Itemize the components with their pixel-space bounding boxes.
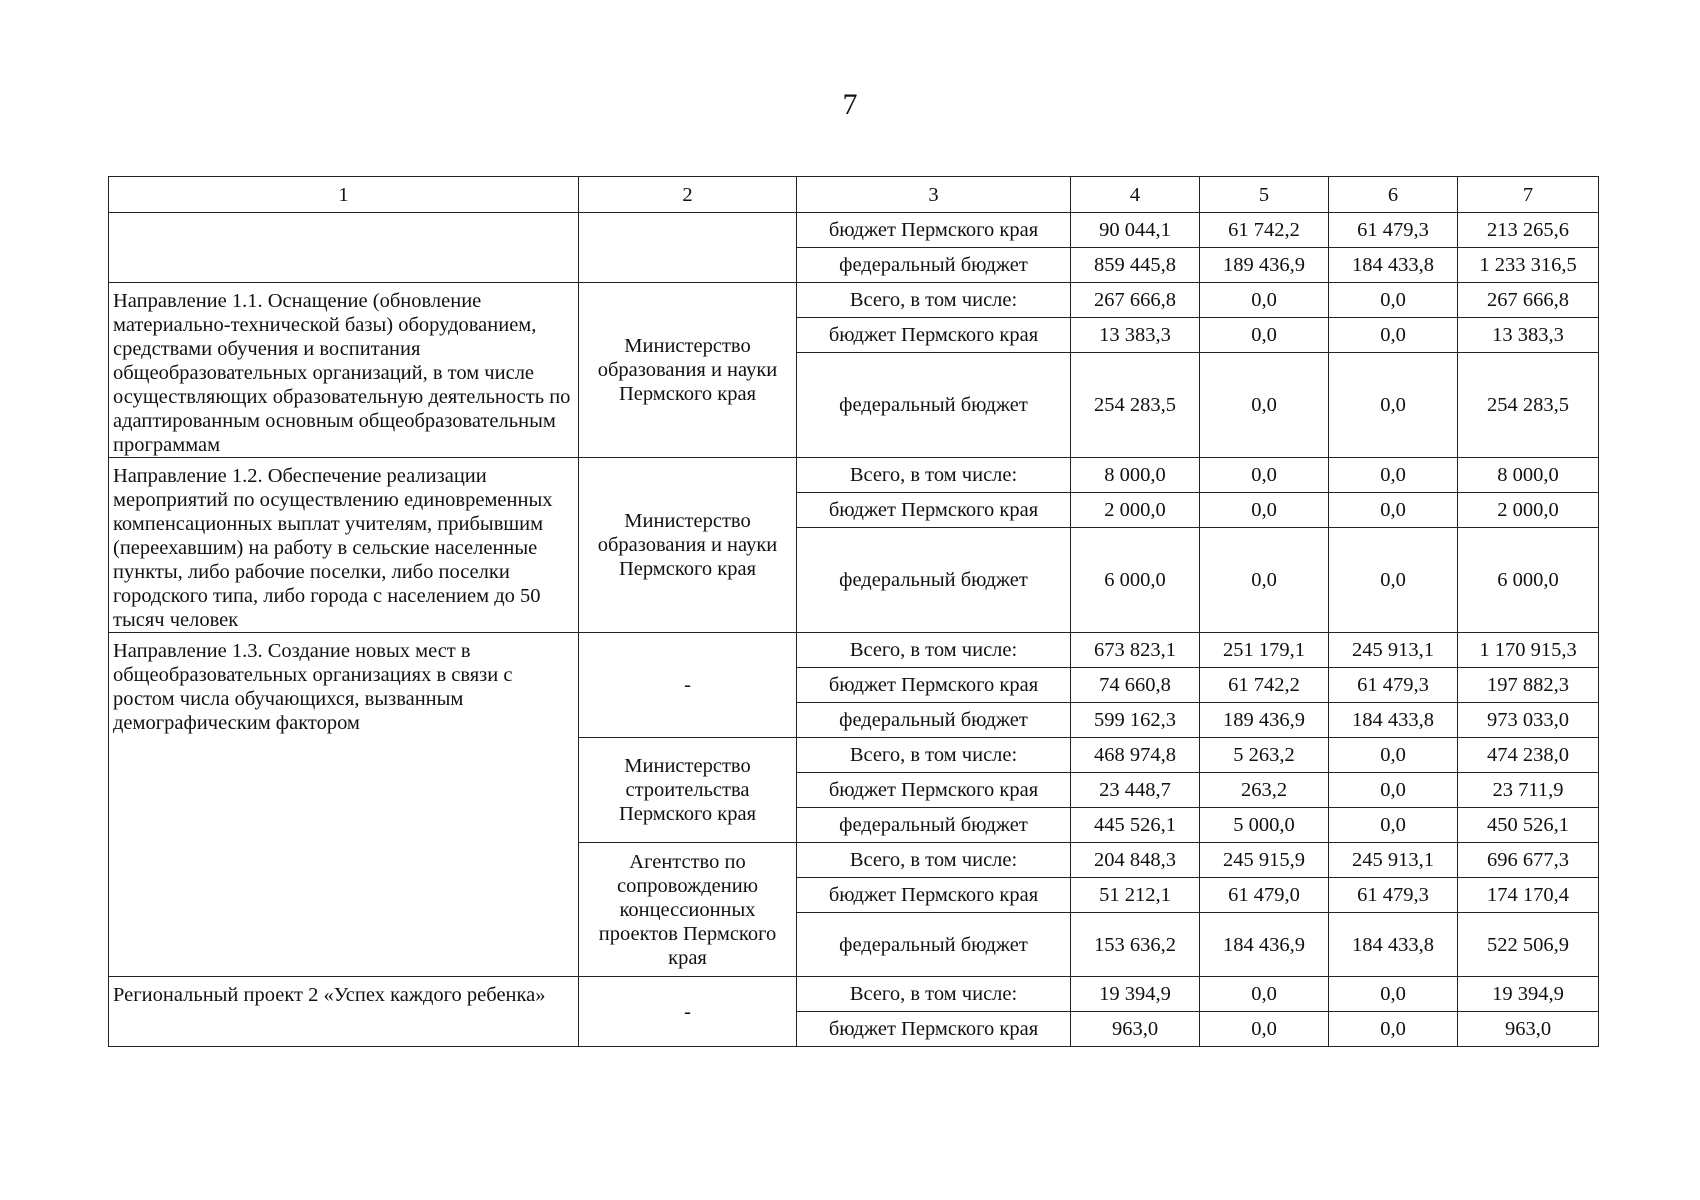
value-cell: 696 677,3 [1458,843,1599,878]
value-cell: 5 263,2 [1200,738,1329,773]
value-cell: 468 974,8 [1071,738,1200,773]
table-row [109,213,1599,248]
source-label: бюджет Пермского края [797,668,1071,703]
executor-cell: - [579,977,797,1047]
direction-1-3-title: Направление 1.3. Создание новых мест в общеобразовательных организациях в связи с ростом числа обучающихся, вызванным демографическим фактором [109,633,579,977]
value-cell: 0,0 [1200,318,1329,353]
value-cell: 8 000,0 [1458,458,1599,493]
value-cell: 673 823,1 [1071,633,1200,668]
value-cell: 973 033,0 [1458,703,1599,738]
column-header: 2 [579,177,797,213]
value-cell: 963,0 [1071,1012,1200,1047]
source-label: федеральный бюджет [797,528,1071,633]
value-cell: 1 170 915,3 [1458,633,1599,668]
value-cell: 189 436,9 [1200,248,1329,283]
value-cell: 0,0 [1329,318,1458,353]
value-cell: 245 913,1 [1329,843,1458,878]
value-cell: 245 915,9 [1200,843,1329,878]
executor-cell: Агентство по сопровождению концессионных проектов Пермского края [579,843,797,977]
value-cell: 963,0 [1458,1012,1599,1047]
value-cell: 5 000,0 [1200,808,1329,843]
column-header: 3 [797,177,1071,213]
column-header: 6 [1329,177,1458,213]
value-cell: 0,0 [1200,977,1329,1012]
value-cell: 0,0 [1329,458,1458,493]
source-label: федеральный бюджет [797,808,1071,843]
value-cell: 267 666,8 [1071,283,1200,318]
value-cell: 0,0 [1329,977,1458,1012]
value-cell: 0,0 [1200,458,1329,493]
header-row [109,177,1599,213]
value-cell: 19 394,9 [1071,977,1200,1012]
value-cell: 0,0 [1329,353,1458,458]
value-cell: 6 000,0 [1458,528,1599,633]
executor-cell: Министерство строительства Пермского края [579,738,797,843]
source-label: Всего, в том числе: [797,843,1071,878]
page-number: 7 [842,88,858,121]
value-cell: 204 848,3 [1071,843,1200,878]
source-label: Всего, в том числе: [797,738,1071,773]
column-header: 1 [109,177,579,213]
value-cell: 522 506,9 [1458,913,1599,977]
value-cell: 19 394,9 [1458,977,1599,1012]
direction-1-1-title: Направление 1.1. Оснащение (обновление материально-технической базы) оборудованием, средствами обучения и воспитания общеобразовательных организаций, в том числе осуществляющих образовательную деятельность по адаптированным основным общеобразовательным программам [109,283,579,458]
value-cell: 0,0 [1200,353,1329,458]
value-cell: 153 636,2 [1071,913,1200,977]
value-cell: 0,0 [1329,283,1458,318]
value-cell: 13 383,3 [1458,318,1599,353]
value-cell: 174 170,4 [1458,878,1599,913]
value-cell: 474 238,0 [1458,738,1599,773]
value-cell: 0,0 [1329,493,1458,528]
source-label: бюджет Пермского края [797,213,1071,248]
value-cell: 0,0 [1200,283,1329,318]
source-label: федеральный бюджет [797,703,1071,738]
value-cell: 23 711,9 [1458,773,1599,808]
value-cell: 267 666,8 [1458,283,1599,318]
source-label: Всего, в том числе: [797,633,1071,668]
value-cell: 13 383,3 [1071,318,1200,353]
continuation-name-cell [109,213,579,283]
value-cell: 184 436,9 [1200,913,1329,977]
value-cell: 263,2 [1200,773,1329,808]
value-cell: 859 445,8 [1071,248,1200,283]
value-cell: 0,0 [1329,528,1458,633]
value-cell: 184 433,8 [1329,913,1458,977]
value-cell: 0,0 [1200,1012,1329,1047]
table-row [109,633,1599,668]
continuation-executor-cell [579,213,797,283]
regional-project-2-title: Региональный проект 2 «Успех каждого ребенка» [109,977,579,1047]
table-row [109,283,1599,318]
value-cell: 184 433,8 [1329,248,1458,283]
value-cell: 213 265,6 [1458,213,1599,248]
column-header: 4 [1071,177,1200,213]
source-label: бюджет Пермского края [797,318,1071,353]
table-row [109,977,1599,1012]
value-cell: 90 044,1 [1071,213,1200,248]
value-cell: 0,0 [1329,773,1458,808]
value-cell: 0,0 [1200,493,1329,528]
value-cell: 51 212,1 [1071,878,1200,913]
source-label: бюджет Пермского края [797,773,1071,808]
source-label: бюджет Пермского края [797,878,1071,913]
source-label: федеральный бюджет [797,913,1071,977]
value-cell: 61 479,3 [1329,213,1458,248]
source-label: Всего, в том числе: [797,458,1071,493]
value-cell: 445 526,1 [1071,808,1200,843]
source-label: федеральный бюджет [797,353,1071,458]
value-cell: 251 179,1 [1200,633,1329,668]
executor-cell: - [579,633,797,738]
column-header: 7 [1458,177,1599,213]
value-cell: 6 000,0 [1071,528,1200,633]
value-cell: 599 162,3 [1071,703,1200,738]
column-header: 5 [1200,177,1329,213]
budget-table [108,176,1599,1047]
executor-cell: Министерство образования и науки Пермского края [579,283,797,458]
source-label: бюджет Пермского края [797,1012,1071,1047]
value-cell: 74 660,8 [1071,668,1200,703]
value-cell: 61 479,3 [1329,878,1458,913]
value-cell: 197 882,3 [1458,668,1599,703]
source-label: Всего, в том числе: [797,283,1071,318]
value-cell: 2 000,0 [1458,493,1599,528]
direction-1-2-title: Направление 1.2. Обеспечение реализации мероприятий по осуществлению единовременных компенсационных выплат учителям, прибывшим (переехавшим) на работу в сельские населенные пункты, либо рабочие поселки, либо поселки городского типа, либо города с населением до 50 тысяч человек [109,458,579,633]
value-cell: 254 283,5 [1071,353,1200,458]
value-cell: 61 479,0 [1200,878,1329,913]
value-cell: 8 000,0 [1071,458,1200,493]
value-cell: 0,0 [1329,738,1458,773]
value-cell: 61 479,3 [1329,668,1458,703]
source-label: Всего, в том числе: [797,977,1071,1012]
value-cell: 184 433,8 [1329,703,1458,738]
value-cell: 0,0 [1329,808,1458,843]
value-cell: 254 283,5 [1458,353,1599,458]
value-cell: 245 913,1 [1329,633,1458,668]
value-cell: 189 436,9 [1200,703,1329,738]
value-cell: 0,0 [1329,1012,1458,1047]
source-label: бюджет Пермского края [797,493,1071,528]
value-cell: 61 742,2 [1200,213,1329,248]
value-cell: 2 000,0 [1071,493,1200,528]
value-cell: 1 233 316,5 [1458,248,1599,283]
executor-cell: Министерство образования и науки Пермского края [579,458,797,633]
table-row [109,458,1599,493]
value-cell: 0,0 [1200,528,1329,633]
value-cell: 61 742,2 [1200,668,1329,703]
source-label: федеральный бюджет [797,248,1071,283]
value-cell: 450 526,1 [1458,808,1599,843]
value-cell: 23 448,7 [1071,773,1200,808]
